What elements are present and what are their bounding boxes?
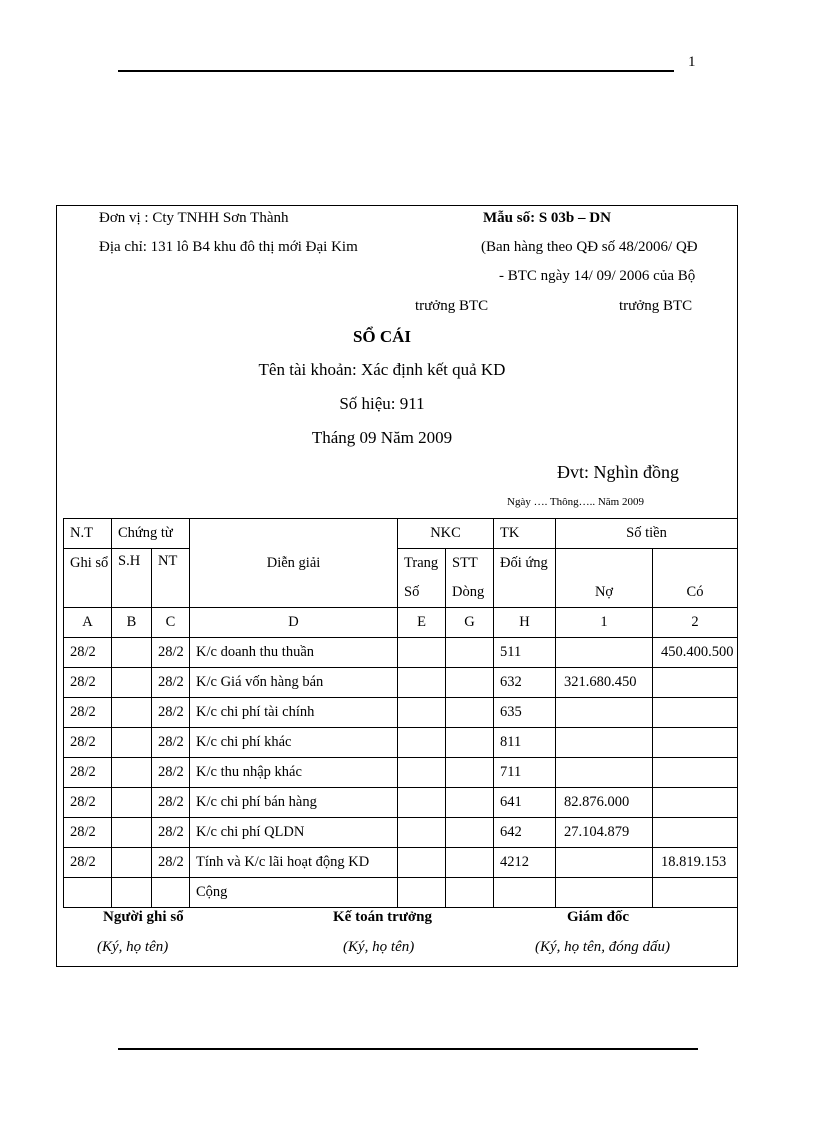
- row-credit: [653, 698, 738, 728]
- table-row: [64, 818, 738, 848]
- code-cell: A: [64, 608, 112, 638]
- row-nt: 28/2: [152, 758, 190, 788]
- row-debit: 27.104.879: [556, 818, 653, 848]
- issued-line-1: (Ban hàng theo QĐ số 48/2006/ QĐ: [481, 239, 698, 255]
- code-cell: E: [398, 608, 446, 638]
- col-debit: Nợ: [556, 549, 653, 608]
- row-description: K/c chi phí QLDN: [190, 818, 398, 848]
- row-debit: [556, 758, 653, 788]
- row-line: [446, 728, 494, 758]
- row-page: [398, 668, 446, 698]
- row-account: 641: [494, 788, 556, 818]
- row-credit: [653, 758, 738, 788]
- row-nt: 28/2: [152, 848, 190, 878]
- row-nt: 28/2: [152, 818, 190, 848]
- row-sh: [112, 788, 152, 818]
- table-row: [64, 638, 738, 668]
- col-page-label-2: Số: [398, 578, 446, 608]
- row-debit: [556, 638, 653, 668]
- row-account: 635: [494, 698, 556, 728]
- row-nt: 28/2: [152, 728, 190, 758]
- issued-line-3a: trưởng BTC: [415, 298, 489, 314]
- row-sh: [112, 668, 152, 698]
- row-page: [398, 758, 446, 788]
- form-number: Mẫu số: S 03b – DN: [483, 210, 611, 226]
- col-nt: NT: [152, 549, 190, 608]
- col-amount: Số tiền: [556, 519, 738, 549]
- row-description: K/c Giá vốn hàng bán: [190, 668, 398, 698]
- code-cell: B: [112, 608, 152, 638]
- row-account: 711: [494, 758, 556, 788]
- account-number: Số hiệu: 911: [339, 394, 425, 413]
- code-cell: G: [446, 608, 494, 638]
- row-page: [398, 848, 446, 878]
- row-line: [446, 758, 494, 788]
- code-cell: C: [152, 608, 190, 638]
- recorder-title: Người ghi sổ: [103, 909, 184, 925]
- director-note: (Ký, họ tên, đóng dấu): [535, 939, 670, 955]
- row-description: K/c doanh thu thuần: [190, 638, 398, 668]
- row-date: 28/2: [64, 758, 112, 788]
- date-line: Ngày …. Thông….. Năm 2009: [507, 496, 644, 508]
- row-credit: [653, 788, 738, 818]
- row-debit: 321.680.450: [556, 668, 653, 698]
- col-tk-label-1: TK: [494, 519, 556, 549]
- row-sh: [112, 818, 152, 848]
- header-row-2: [64, 549, 738, 579]
- row-account: 811: [494, 728, 556, 758]
- recorder-note: (Ký, họ tên): [97, 939, 169, 955]
- row-date: 28/2: [64, 668, 112, 698]
- total-row: [64, 878, 738, 908]
- row-account: 642: [494, 818, 556, 848]
- row-page: [398, 638, 446, 668]
- col-description: Diễn giải: [190, 519, 398, 608]
- col-nt-label-2: Ghi sổ: [64, 549, 112, 579]
- code-cell: 2: [653, 608, 738, 638]
- table-row: [64, 848, 738, 878]
- row-description: Tính và K/c lãi hoạt động KD: [190, 848, 398, 878]
- currency-unit: Đvt: Nghìn đồng: [557, 462, 680, 482]
- row-credit: [653, 668, 738, 698]
- row-date: 28/2: [64, 728, 112, 758]
- row-nt: 28/2: [152, 698, 190, 728]
- total-label: Cộng: [190, 878, 398, 908]
- ledger-title: SỔ CÁI: [352, 327, 412, 346]
- row-page: [398, 728, 446, 758]
- col-line-label-1: STT: [446, 549, 494, 579]
- row-sh: [112, 638, 152, 668]
- row-date: 28/2: [64, 848, 112, 878]
- ledger-table: [63, 518, 738, 908]
- table-row: [64, 698, 738, 728]
- code-cell: D: [190, 608, 398, 638]
- table-row: [64, 788, 738, 818]
- code-row: [64, 608, 738, 638]
- row-line: [446, 788, 494, 818]
- row-page: [398, 788, 446, 818]
- row-sh: [112, 698, 152, 728]
- col-page-label-1: Trang: [398, 549, 446, 579]
- ledger-document: [56, 205, 738, 967]
- row-line: [446, 638, 494, 668]
- row-sh: [112, 728, 152, 758]
- row-line: [446, 668, 494, 698]
- page-number: 1: [688, 54, 696, 70]
- row-date: 28/2: [64, 698, 112, 728]
- row-description: K/c chi phí tài chính: [190, 698, 398, 728]
- row-date: 28/2: [64, 818, 112, 848]
- top-rule: [118, 70, 674, 72]
- header-row-1: [64, 519, 738, 549]
- row-debit: [556, 728, 653, 758]
- col-line-label-2: Dòng: [446, 578, 494, 608]
- row-date: 28/2: [64, 788, 112, 818]
- row-page: [398, 698, 446, 728]
- row-nt: 28/2: [152, 788, 190, 818]
- row-line: [446, 698, 494, 728]
- address: Địa chỉ: 131 lô B4 khu đô thị mới Đại Kim: [99, 239, 358, 255]
- issued-line-2: - BTC ngày 14/ 09/ 2006 của Bộ: [499, 268, 696, 284]
- col-nkc: NKC: [398, 519, 494, 549]
- table-row: [64, 758, 738, 788]
- period: Tháng 09 Năm 2009: [311, 428, 453, 447]
- code-cell: 1: [556, 608, 653, 638]
- col-nt-label-1: N.T: [64, 519, 112, 549]
- table-row: [64, 668, 738, 698]
- col-voucher: Chứng từ: [112, 519, 190, 549]
- chief-accountant-title: Kế toán trưởng: [333, 909, 432, 925]
- row-line: [446, 818, 494, 848]
- row-sh: [112, 758, 152, 788]
- row-description: K/c thu nhập khác: [190, 758, 398, 788]
- col-credit: Có: [653, 549, 738, 608]
- row-account: 632: [494, 668, 556, 698]
- row-description: K/c chi phí bán hàng: [190, 788, 398, 818]
- row-debit: 82.876.000: [556, 788, 653, 818]
- unit-name: Đơn vị : Cty TNHH Sơn Thành: [99, 210, 289, 226]
- account-name: Tên tài khoản: Xác định kết quả KD: [258, 360, 506, 379]
- row-credit: [653, 728, 738, 758]
- row-credit: 450.400.500: [653, 638, 738, 668]
- row-nt: 28/2: [152, 638, 190, 668]
- bottom-rule: [118, 1048, 698, 1050]
- row-debit: [556, 698, 653, 728]
- row-page: [398, 818, 446, 848]
- row-account: 4212: [494, 848, 556, 878]
- row-description: K/c chi phí khác: [190, 728, 398, 758]
- row-credit: [653, 818, 738, 848]
- row-nt: 28/2: [152, 668, 190, 698]
- table-row: [64, 728, 738, 758]
- director-title: Giám đốc: [567, 909, 630, 925]
- row-sh: [112, 848, 152, 878]
- row-account: 511: [494, 638, 556, 668]
- row-credit: 18.819.153: [653, 848, 738, 878]
- row-line: [446, 848, 494, 878]
- row-date: 28/2: [64, 638, 112, 668]
- col-sh: S.H: [112, 549, 152, 608]
- row-debit: [556, 848, 653, 878]
- col-tk-label-2: Đối ứng: [494, 549, 556, 579]
- chief-accountant-note: (Ký, họ tên): [343, 939, 415, 955]
- issued-line-3b: trưởng BTC: [619, 298, 693, 314]
- code-cell: H: [494, 608, 556, 638]
